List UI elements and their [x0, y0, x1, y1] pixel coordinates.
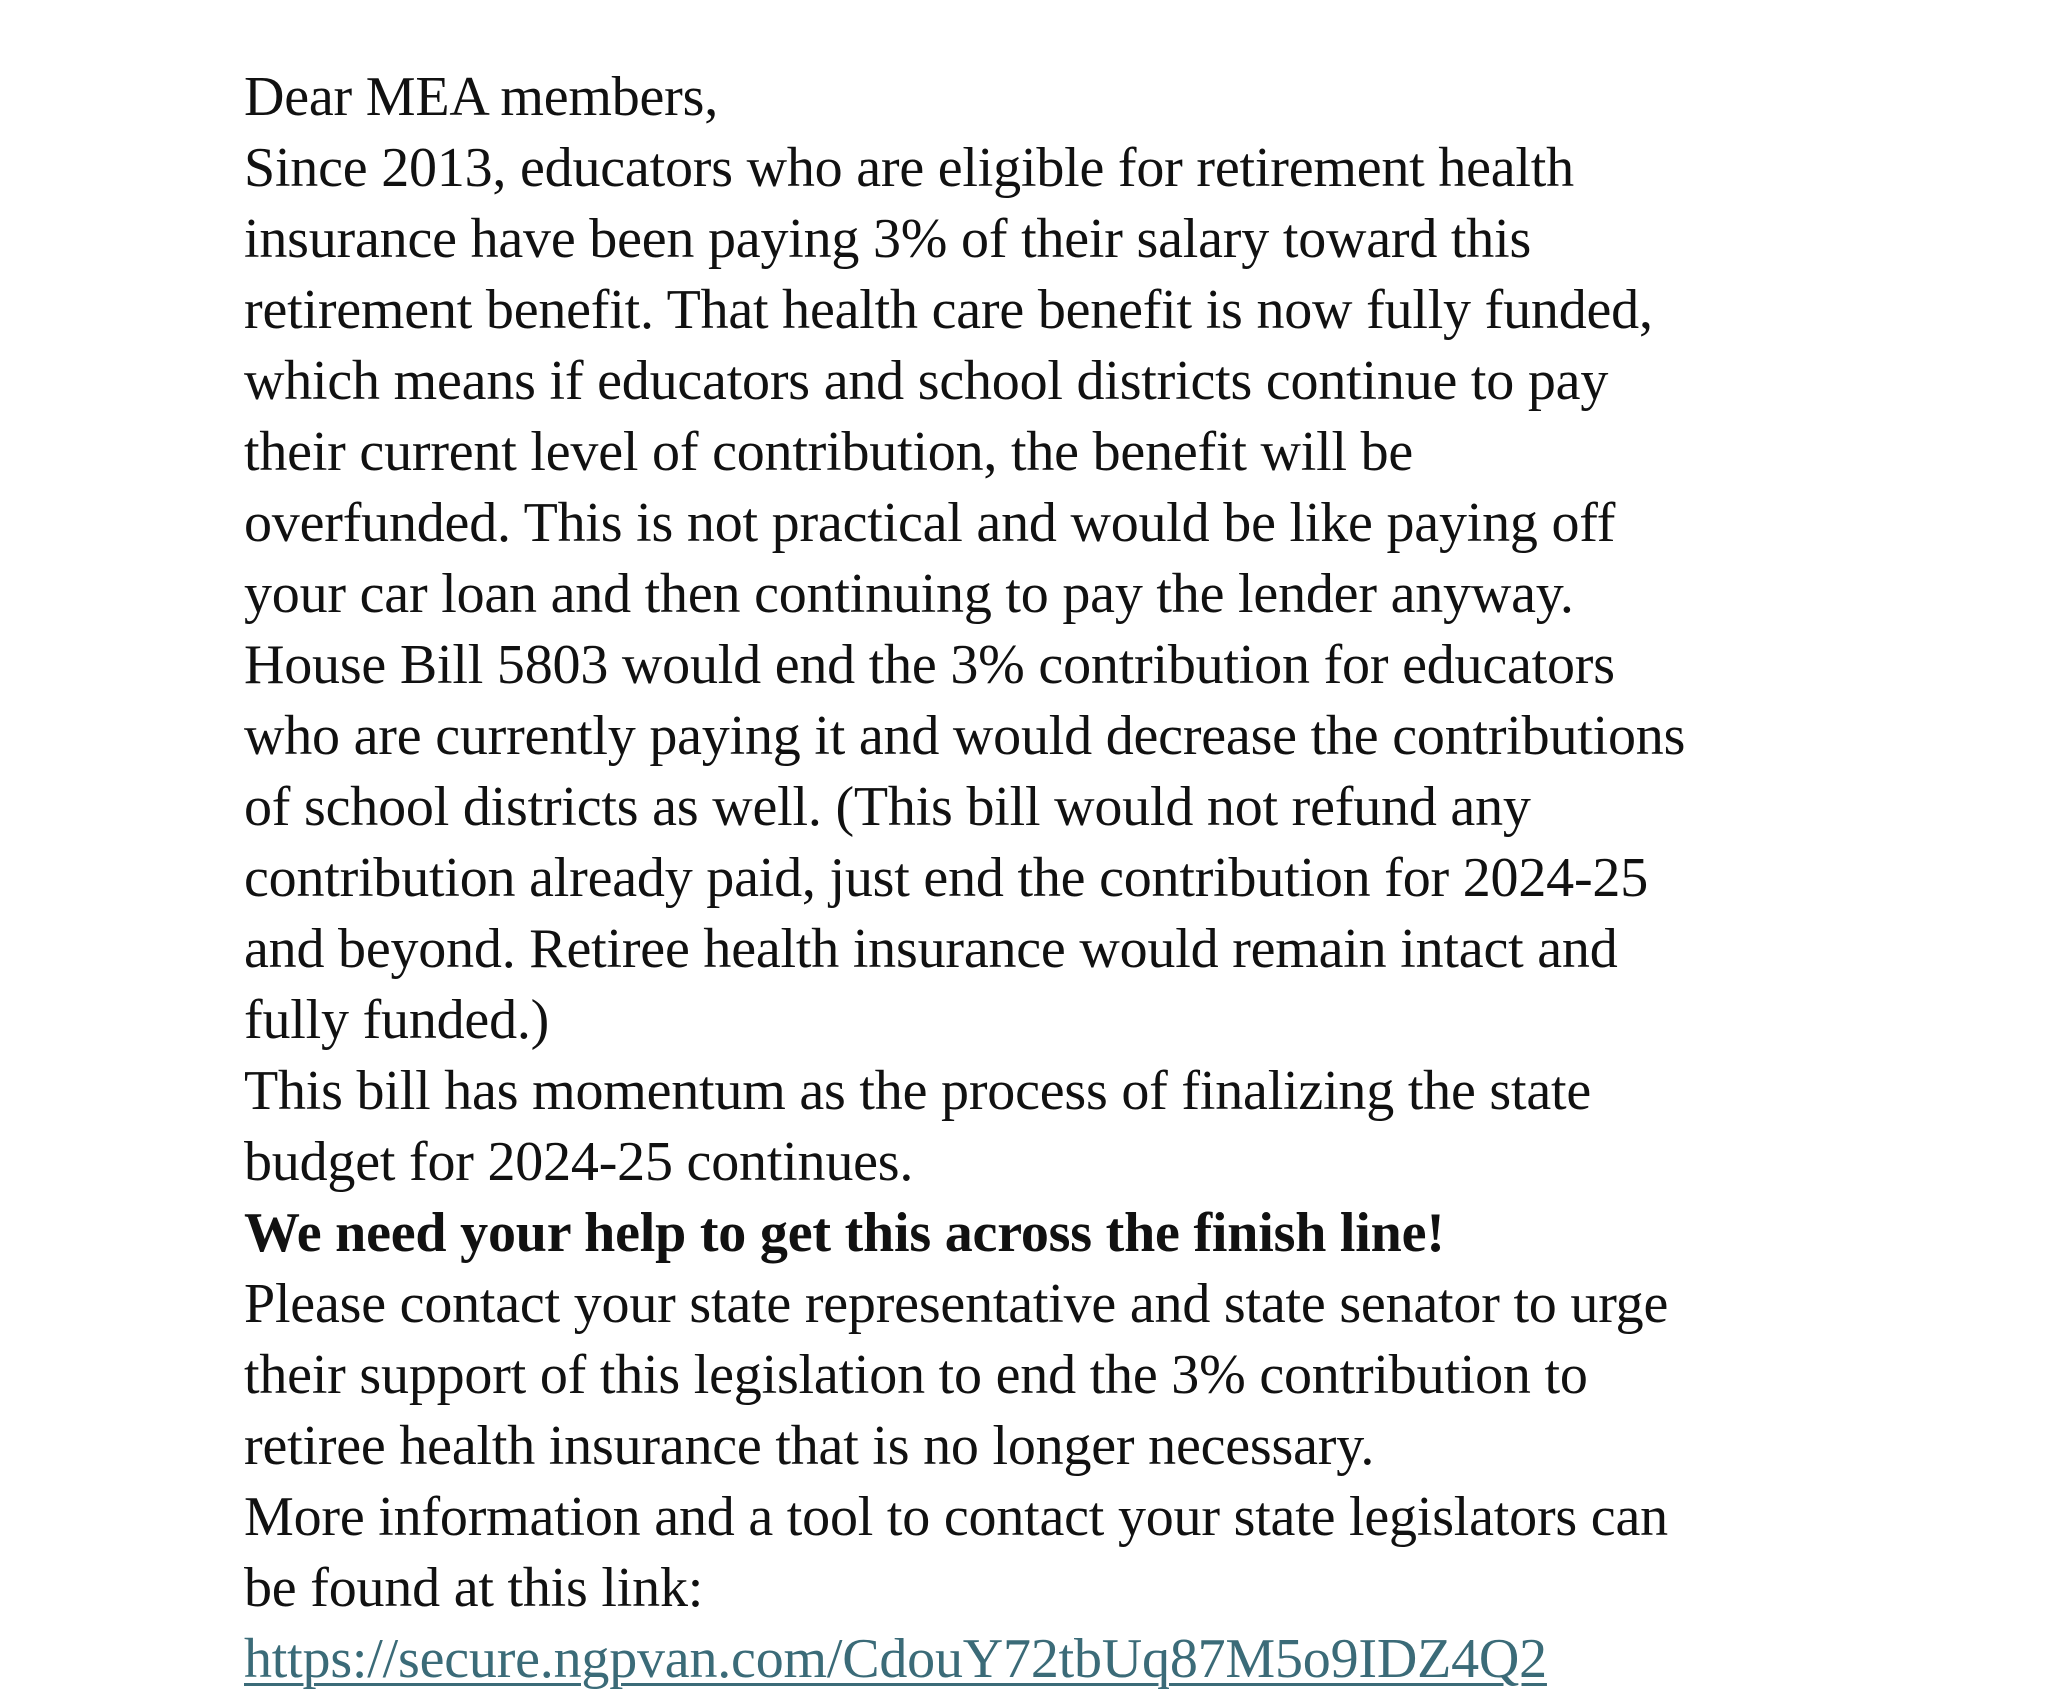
letter-body	[244, 62, 1984, 1695]
body-line-5: their current level of contribution, the benefit will be	[244, 421, 1414, 483]
body-line-11: contribution already paid, just end the contribution for 2024-25	[244, 847, 1648, 909]
body-line-3: retirement benefit. That health care benefit is now fully funded,	[244, 279, 1653, 341]
body-line-9: who are currently paying it and would decrease the contributions	[244, 705, 1686, 767]
body-line-12: and beyond. Retiree health insurance would remain intact and	[244, 918, 1618, 980]
greeting: Dear MEA members,	[244, 66, 719, 128]
body-line-15: budget for 2024-25 continues.	[244, 1131, 914, 1193]
body-line-4: which means if educators and school districts continue to pay	[244, 350, 1609, 412]
body-line-8: House Bill 5803 would end the 3% contribution for educators	[244, 634, 1615, 696]
closing-line-4: More information and a tool to contact your state legislators can	[244, 1486, 1668, 1548]
contact-legislators-link[interactable]: https://secure.ngpvan.com/CdouY72tbUq87M5o9IDZ4Q2	[244, 1628, 1547, 1690]
closing-line-1: Please contact your state representative and state senator to urge	[244, 1273, 1669, 1335]
closing-line-5: be found at this link:	[244, 1557, 704, 1619]
call-to-action-heading: We need your help to get this across the finish line!	[244, 1202, 1445, 1264]
body-line-1: Since 2013, educators who are eligible for retirement health	[244, 137, 1574, 199]
closing-line-3: retiree health insurance that is no longer necessary.	[244, 1415, 1375, 1477]
body-line-6: overfunded. This is not practical and would be like paying off	[244, 492, 1616, 554]
body-line-14: This bill has momentum as the process of finalizing the state	[244, 1060, 1592, 1122]
closing-line-2: their support of this legislation to end the 3% contribution to	[244, 1344, 1588, 1406]
body-line-7: your car loan and then continuing to pay the lender anyway.	[244, 563, 1574, 625]
body-line-10: of school districts as well. (This bill would not refund any	[244, 776, 1531, 838]
body-line-13: fully funded.)	[244, 989, 550, 1051]
link-line	[244, 1624, 1984, 1695]
body-line-2: insurance have been paying 3% of their salary toward this	[244, 208, 1532, 270]
